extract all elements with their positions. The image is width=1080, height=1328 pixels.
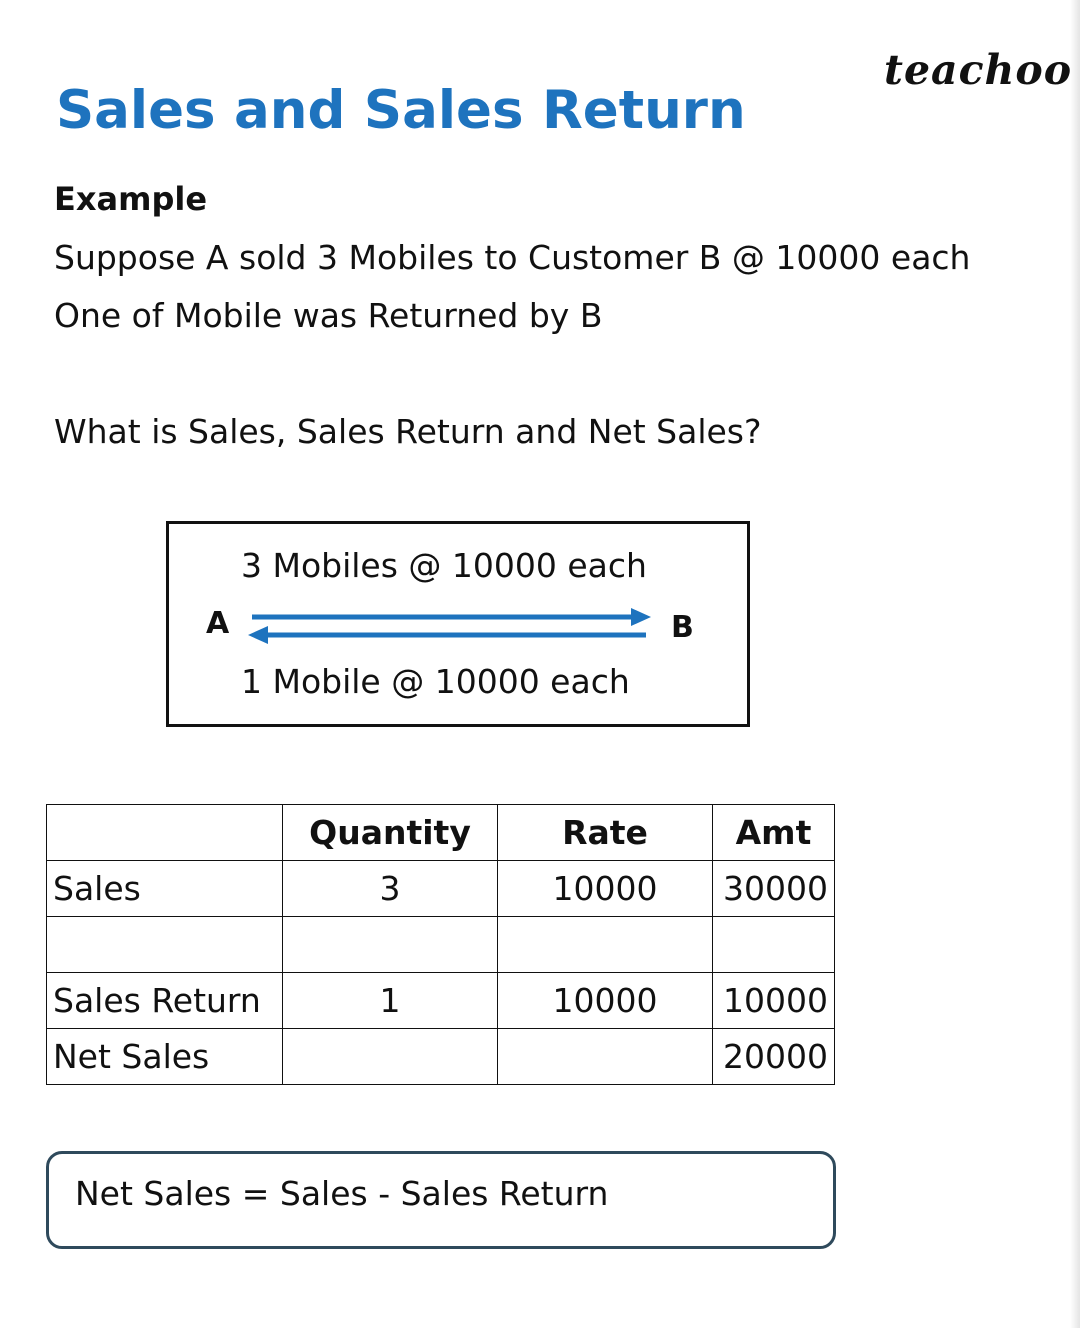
header-rate: Rate xyxy=(498,805,713,861)
row-label: Net Sales xyxy=(47,1029,283,1085)
amt-cell: 20000 xyxy=(713,1029,835,1085)
rate-cell: 10000 xyxy=(498,861,713,917)
header-quantity: Quantity xyxy=(283,805,498,861)
example-line-2: One of Mobile was Returned by B xyxy=(54,296,603,335)
returned-label: 1 Mobile @ 10000 each xyxy=(241,662,630,701)
left-arrow xyxy=(248,626,646,644)
page-title: Sales and Sales Return xyxy=(56,80,746,141)
row-label: Sales xyxy=(47,861,283,917)
party-b-label: B xyxy=(671,610,694,645)
sales-table xyxy=(46,804,835,1085)
quantity-cell: 3 xyxy=(283,861,498,917)
row-label xyxy=(47,917,283,973)
question-text: What is Sales, Sales Return and Net Sales? xyxy=(54,412,762,451)
quantity-cell xyxy=(283,1029,498,1085)
rate-cell: 10000 xyxy=(498,973,713,1029)
party-a-label: A xyxy=(206,606,230,641)
table-row xyxy=(47,917,835,973)
example-heading: Example xyxy=(54,180,208,218)
sold-label: 3 Mobiles @ 10000 each xyxy=(241,546,647,585)
right-arrow xyxy=(252,608,651,626)
table-row xyxy=(47,973,835,1029)
quantity-cell: 1 xyxy=(283,973,498,1029)
page-edge-shadow xyxy=(1070,0,1080,1328)
amt-cell xyxy=(713,917,835,973)
rate-cell xyxy=(498,1029,713,1085)
transaction-diagram xyxy=(166,521,750,727)
example-line-1: Suppose A sold 3 Mobiles to Customer B @ 10000 each xyxy=(54,238,971,277)
header-blank xyxy=(47,805,283,861)
formula-text: Net Sales = Sales - Sales Return xyxy=(75,1174,609,1213)
rate-cell xyxy=(498,917,713,973)
row-label: Sales Return xyxy=(47,973,283,1029)
teachoo-logo: teachoo xyxy=(884,46,1073,94)
quantity-cell xyxy=(283,917,498,973)
formula-box xyxy=(46,1151,836,1249)
table-header-row xyxy=(47,805,835,861)
table-row xyxy=(47,1029,835,1085)
header-amt: Amt xyxy=(713,805,835,861)
amt-cell: 30000 xyxy=(713,861,835,917)
table-row xyxy=(47,861,835,917)
amt-cell: 10000 xyxy=(713,973,835,1029)
